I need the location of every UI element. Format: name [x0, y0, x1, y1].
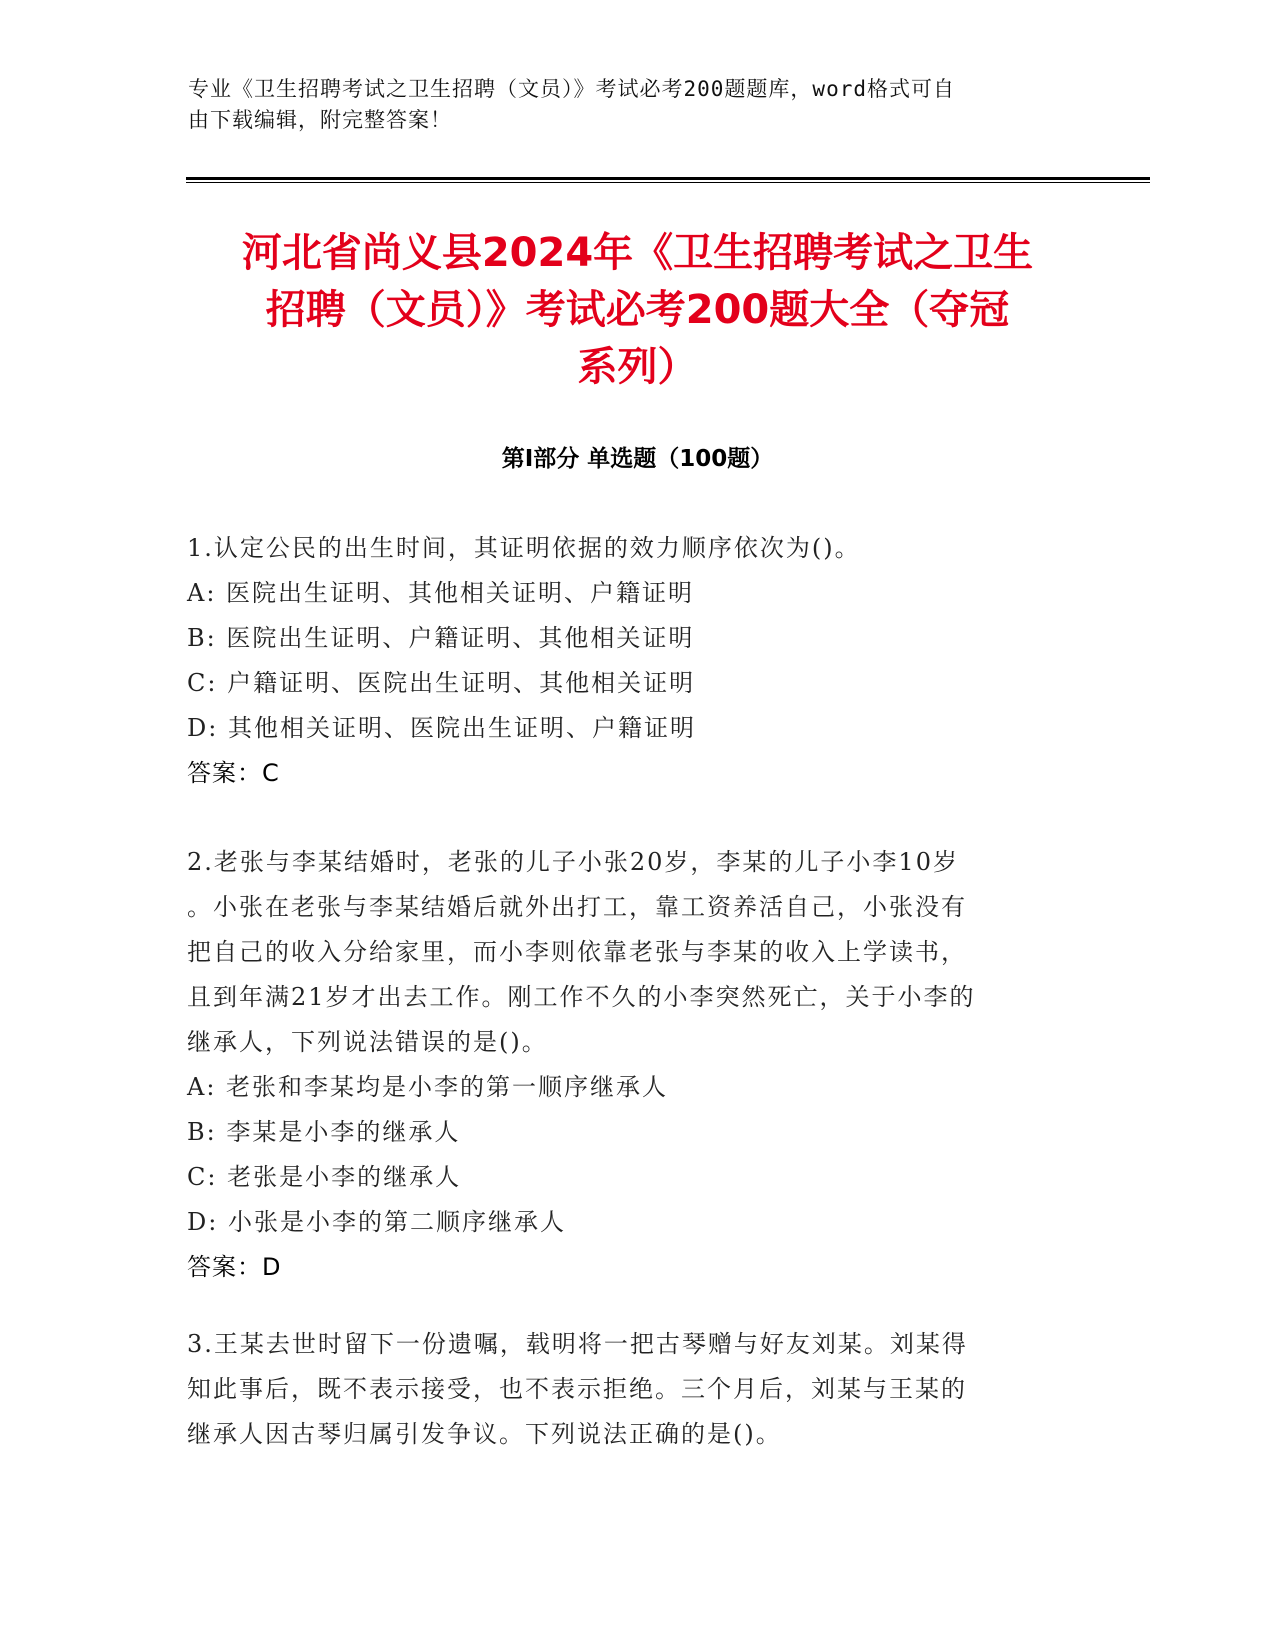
header-divider-thin: [186, 182, 1150, 183]
question-3-stem-line-2: 知此事后，既不表示接受，也不表示拒绝。三个月后，刘某与王某的: [187, 1375, 967, 1403]
question-2-stem-line-1: 2.老张与李某结婚时，老张的儿子小张20岁，李某的儿子小李10岁: [187, 848, 959, 876]
title-line-3: 系列）: [577, 344, 698, 390]
header-divider-thick: [186, 177, 1150, 180]
question-1-option-a: A: 医院出生证明、其他相关证明、户籍证明: [187, 579, 695, 607]
question-2-option-c: C: 老张是小李的继承人: [187, 1163, 462, 1191]
question-3: [187, 1322, 1087, 1457]
question-2-answer: 答案：D: [187, 1253, 282, 1281]
question-2-option-d: D: 小张是小李的第二顺序继承人: [187, 1208, 566, 1236]
header-line-1: 专业《卫生招聘考试之卫生招聘（文员）》考试必考200题题库，word格式可自: [188, 77, 955, 101]
question-2-option-b: B: 李某是小李的继承人: [187, 1118, 461, 1146]
header-line-2: 由下载编辑，附完整答案！: [188, 108, 452, 132]
question-3-stem-line-3: 继承人因古琴归属引发争议。下列说法正确的是()。: [187, 1420, 782, 1448]
title-line-1: 河北省尚义县2024年《卫生招聘考试之卫生: [241, 230, 1034, 276]
question-2-stem-line-4: 且到年满21岁才出去工作。刚工作不久的小李突然死亡，关于小李的: [187, 983, 976, 1011]
question-1-answer: 答案：C: [187, 759, 280, 787]
question-2-option-a: A: 老张和李某均是小李的第一顺序继承人: [187, 1073, 669, 1101]
question-1-option-c: C: 户籍证明、医院出生证明、其他相关证明: [187, 669, 696, 697]
question-1-stem: 1.认定公民的出生时间，其证明依据的效力顺序依次为()。: [187, 534, 861, 562]
question-1: [187, 526, 1087, 796]
question-3-stem-line-1: 3.王某去世时留下一份遗嘱，载明将一把古琴赠与好友刘某。刘某得: [187, 1330, 968, 1358]
section-heading: 第Ⅰ部分 单选题（100题）: [501, 446, 774, 472]
title-line-2: 招聘（文员）》考试必考200题大全（夺冠: [265, 287, 1010, 333]
question-2-stem-line-2: 。小张在老张与李某结婚后就外出打工，靠工资养活自己，小张没有: [187, 893, 967, 921]
question-2-stem-line-5: 继承人，下列说法错误的是()。: [187, 1028, 548, 1056]
question-1-option-d: D: 其他相关证明、医院出生证明、户籍证明: [187, 714, 696, 742]
question-1-option-b: B: 医院出生证明、户籍证明、其他相关证明: [187, 624, 695, 652]
question-2: [187, 840, 1087, 1290]
header-note: [188, 74, 1088, 136]
question-2-stem-line-3: 把自己的收入分给家里，而小李则依靠老张与李某的收入上学读书，: [187, 938, 967, 966]
document-title: [170, 225, 1105, 396]
